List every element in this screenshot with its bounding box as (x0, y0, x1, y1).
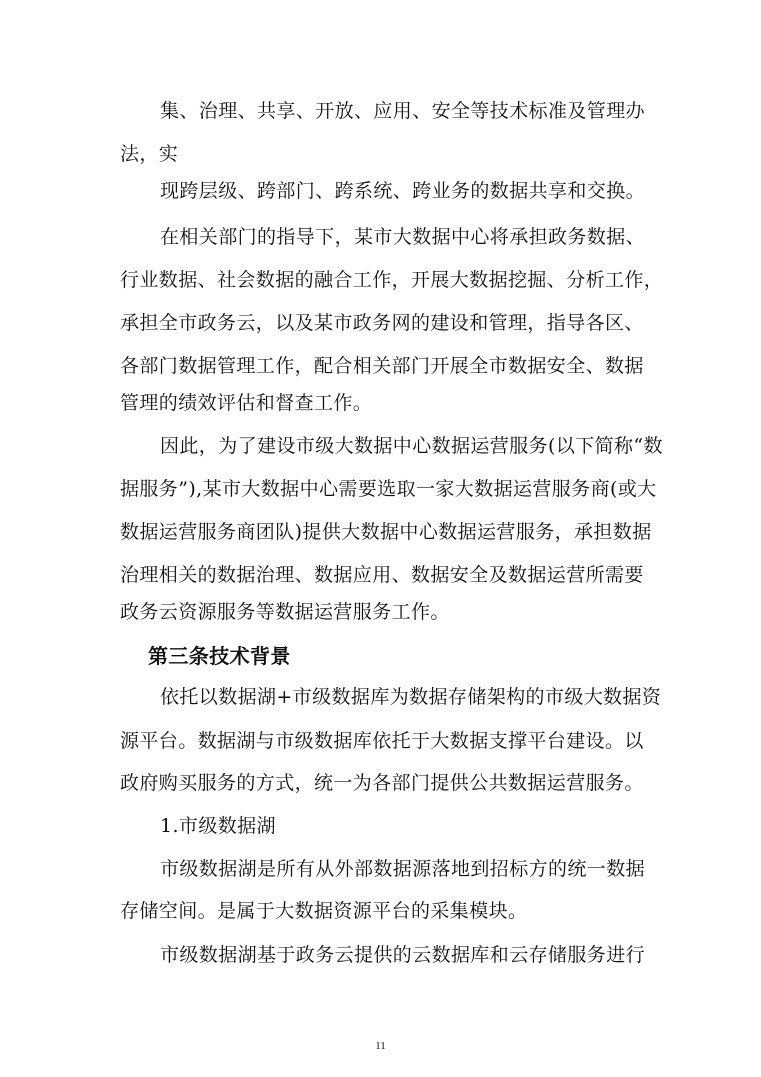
text-line: 市级数据湖基于政务云提供的云数据库和云存储服务进行 (160, 944, 646, 966)
text-line: 现跨层级、跨部门、跨系统、跨业务的数据共享和交换。 (160, 180, 646, 202)
text-line: 在相关部门的指导下，某市大数据中心将承担政务数据、 (160, 226, 646, 248)
text-line: 据服务”),某市大数据中心需要选取一家大数据运营服务商(或大 (120, 478, 657, 500)
text-line: 源平台。数据湖与市级数据库依托于大数据支撑平台建设。以 (120, 730, 644, 752)
text-line: 承担全市政务云，以及某市政务网的建设和管理，指导各区、 (120, 312, 644, 334)
text-line: 行业数据、社会数据的融合工作，开展大数据挖掘、分析工作， (120, 269, 664, 291)
text-line: 依托以数据湖+市级数据库为数据存储架构的市级大数据资 (160, 686, 662, 708)
text-line: 存储空间。是属于大数据资源平台的采集模块。 (120, 900, 528, 922)
text-line: 管理的绩效评估和督查工作。 (120, 392, 373, 414)
text-line: 数据运营服务商团队)提供大数据中心数据运营服务，承担数据 (120, 521, 652, 543)
text-line: 法，实 (120, 143, 179, 165)
text-line: 政府购买服务的方式，统一为各部门提供公共数据运营服务。 (120, 772, 644, 794)
section-heading: 第三条技术背景 (148, 644, 291, 668)
text-line: 集、治理、共享、开放、应用、安全等技术标准及管理办 (160, 100, 646, 122)
subheading: 1.市级数据湖 (160, 815, 276, 837)
text-line: 政务云资源服务等数据运营服务工作。 (120, 601, 450, 623)
page-number: 11 (375, 1040, 386, 1052)
text-line: 市级数据湖是所有从外部数据源落地到招标方的统一数据 (160, 858, 646, 880)
text-line: 各部门数据管理工作，配合相关部门开展全市数据安全、数据 (120, 355, 644, 377)
text-line: 因此，为了建设市级大数据中心数据运营服务(以下简称“数 (160, 435, 663, 457)
text-line: 治理相关的数据治理、数据应用、数据安全及数据运营所需要 (120, 564, 644, 586)
